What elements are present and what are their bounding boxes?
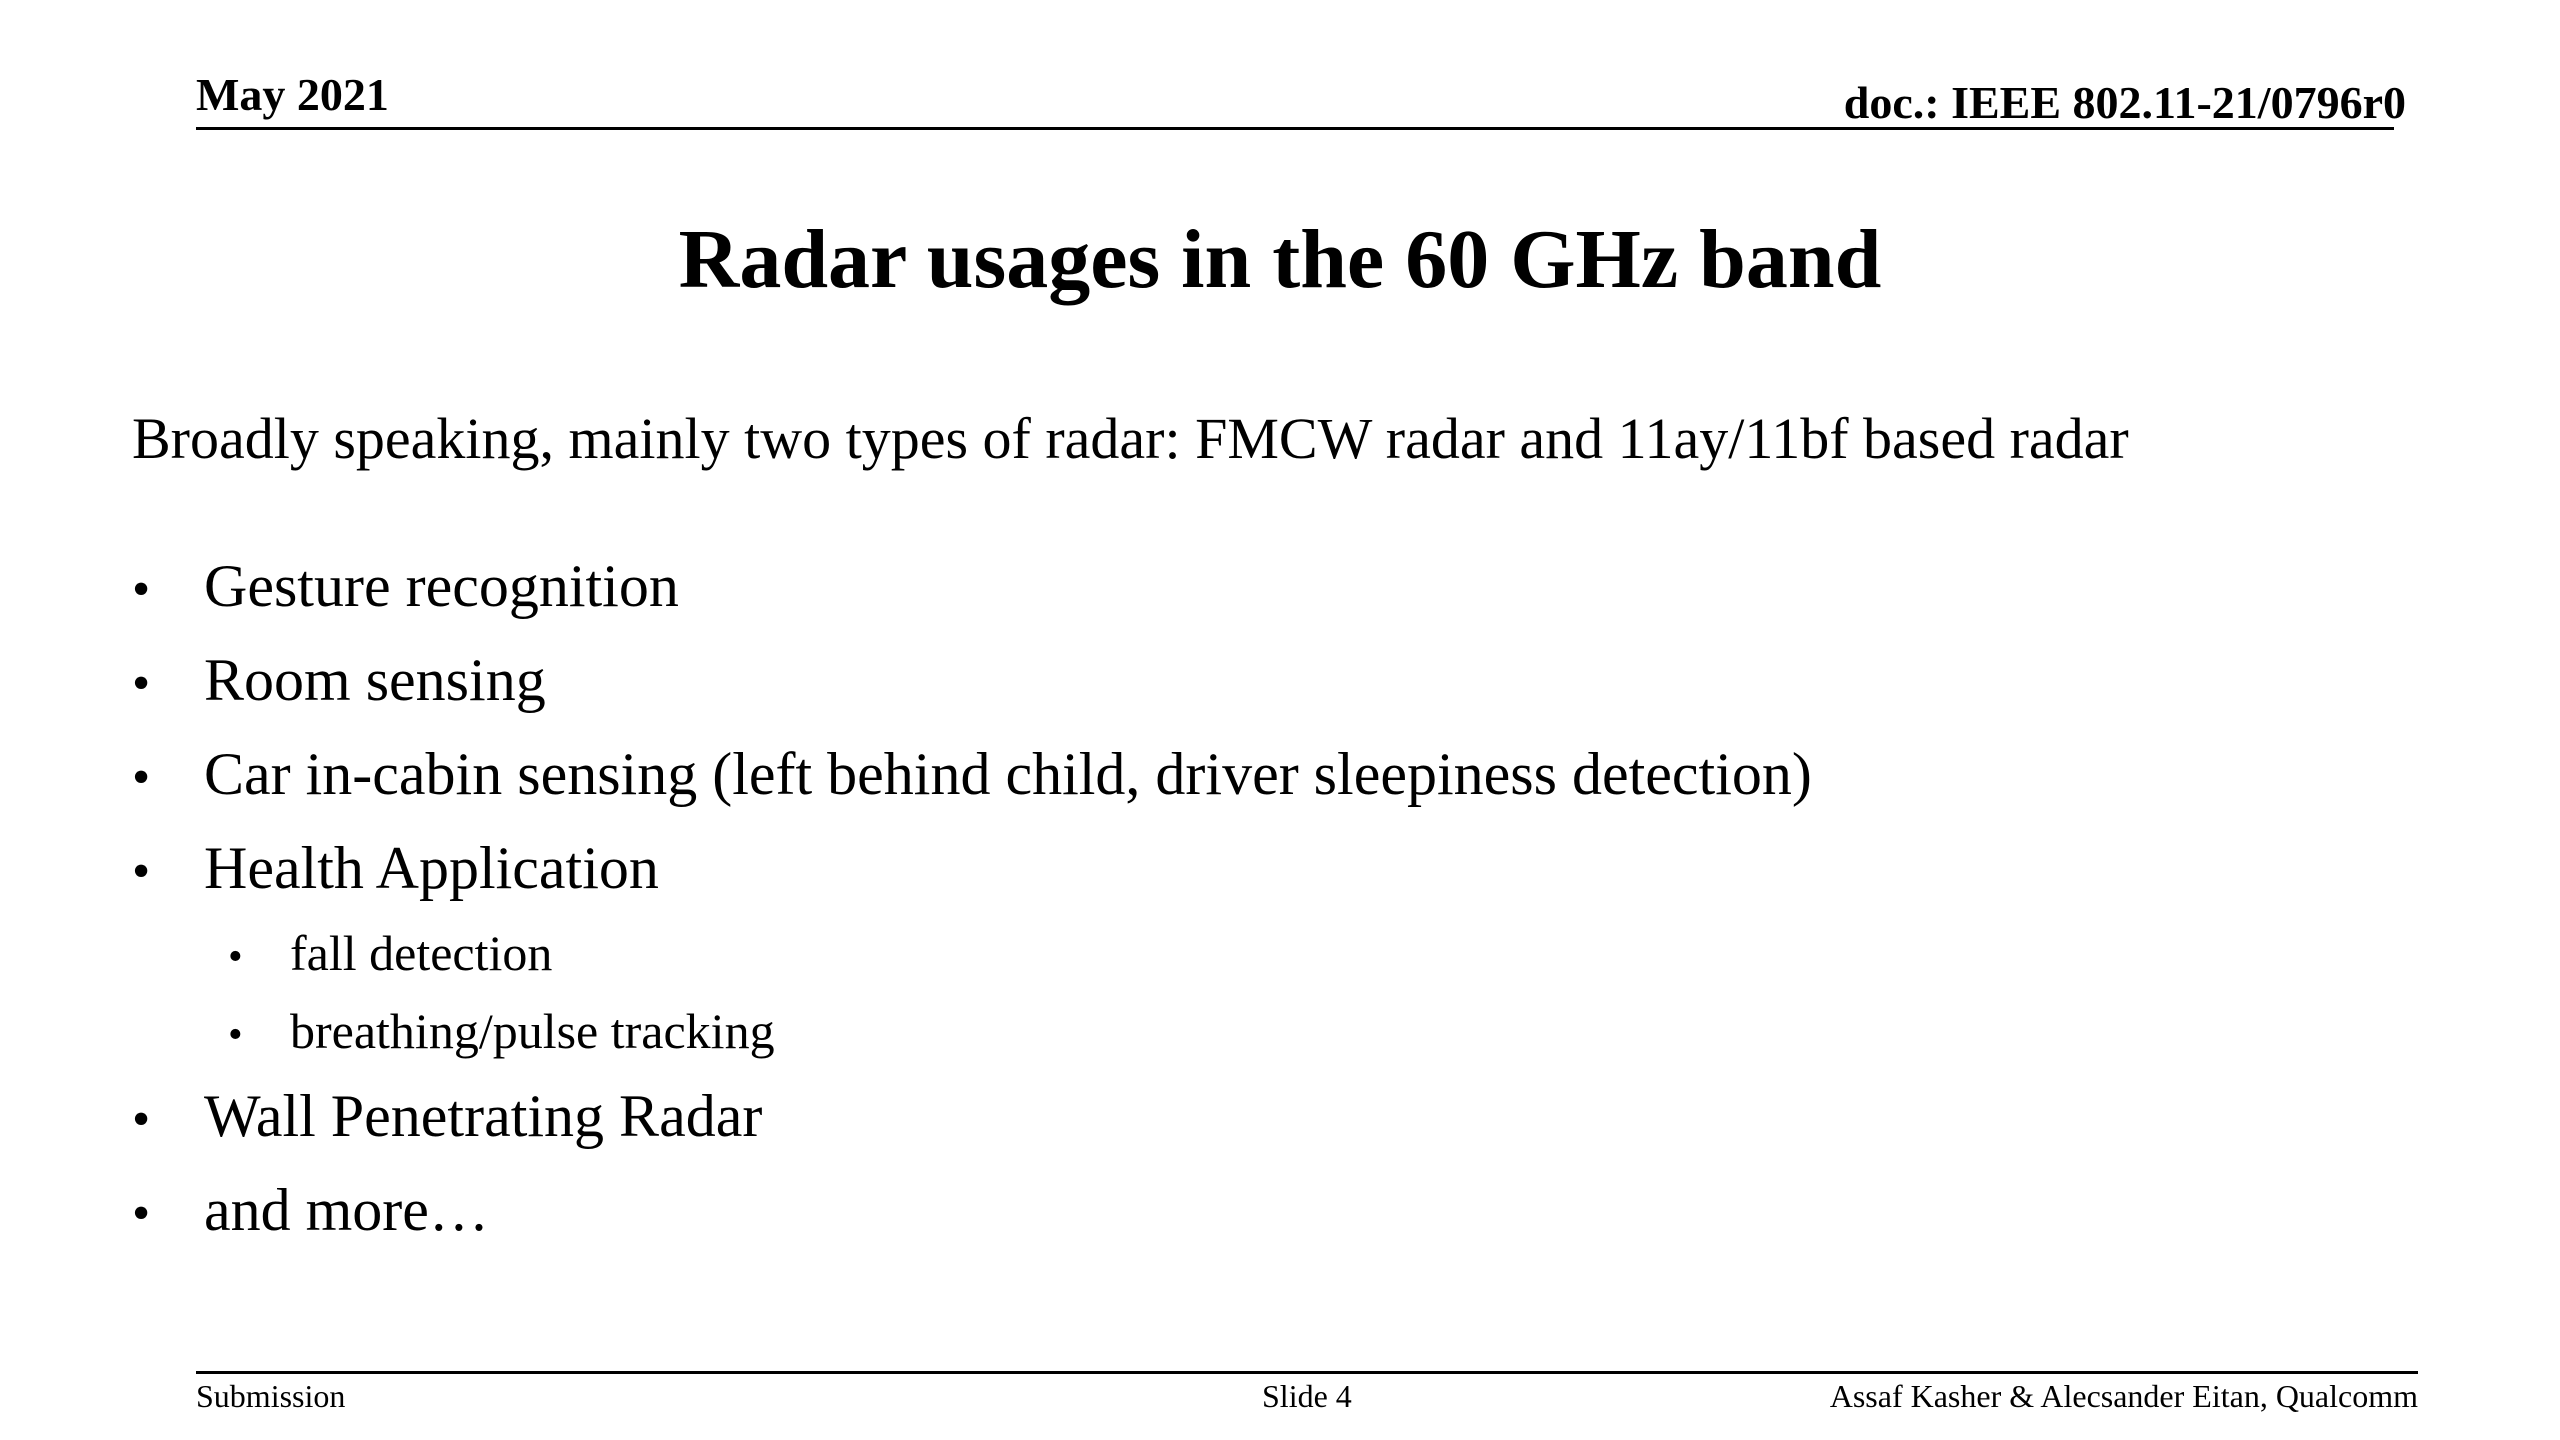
sub-bullet-item — [228, 1003, 775, 1059]
bullet-icon: • — [132, 1185, 151, 1242]
bullet-text: Wall Penetrating Radar — [204, 1083, 763, 1149]
bullet-item — [132, 647, 546, 713]
footer-slide-number: Slide 4 — [1262, 1378, 1352, 1414]
bullet-item — [132, 1177, 489, 1243]
sub-bullet-text: fall detection — [290, 925, 553, 981]
bullet-text: Gesture recognition — [204, 553, 679, 619]
bullet-item — [132, 553, 679, 619]
bullet-icon: • — [132, 749, 151, 806]
bullet-icon: • — [132, 843, 151, 900]
bullet-item — [132, 741, 1812, 807]
slide-title: Radar usages in the 60 GHz band — [678, 213, 1882, 306]
bullet-item — [132, 835, 659, 901]
header-doc-id: doc.: IEEE 802.11-21/0796r0 — [1843, 77, 2406, 128]
bullet-text: and more… — [204, 1177, 489, 1243]
header-date: May 2021 — [196, 69, 389, 120]
sub-bullet-icon: • — [228, 1012, 243, 1058]
sub-bullet-text: breathing/pulse tracking — [290, 1003, 775, 1059]
bullet-icon: • — [132, 1091, 151, 1148]
bullet-icon: • — [132, 655, 151, 712]
bullet-text: Car in-cabin sensing (left behind child, driver sleepiness detection) — [204, 741, 1812, 807]
bullet-item — [132, 1083, 763, 1149]
footer-submission: Submission — [196, 1378, 346, 1414]
sub-bullet-icon: • — [228, 934, 243, 980]
footer-divider — [196, 1371, 2418, 1374]
bullet-text: Health Application — [204, 835, 659, 901]
footer-authors: Assaf Kasher & Alecsander Eitan, Qualcomm — [1829, 1378, 2418, 1414]
sub-bullet-item — [228, 925, 553, 981]
bullet-text: Room sensing — [204, 647, 546, 713]
bullet-icon: • — [132, 561, 151, 618]
intro-text: Broadly speaking, mainly two types of radar: FMCW radar and 11ay/11bf based radar — [132, 406, 2129, 471]
